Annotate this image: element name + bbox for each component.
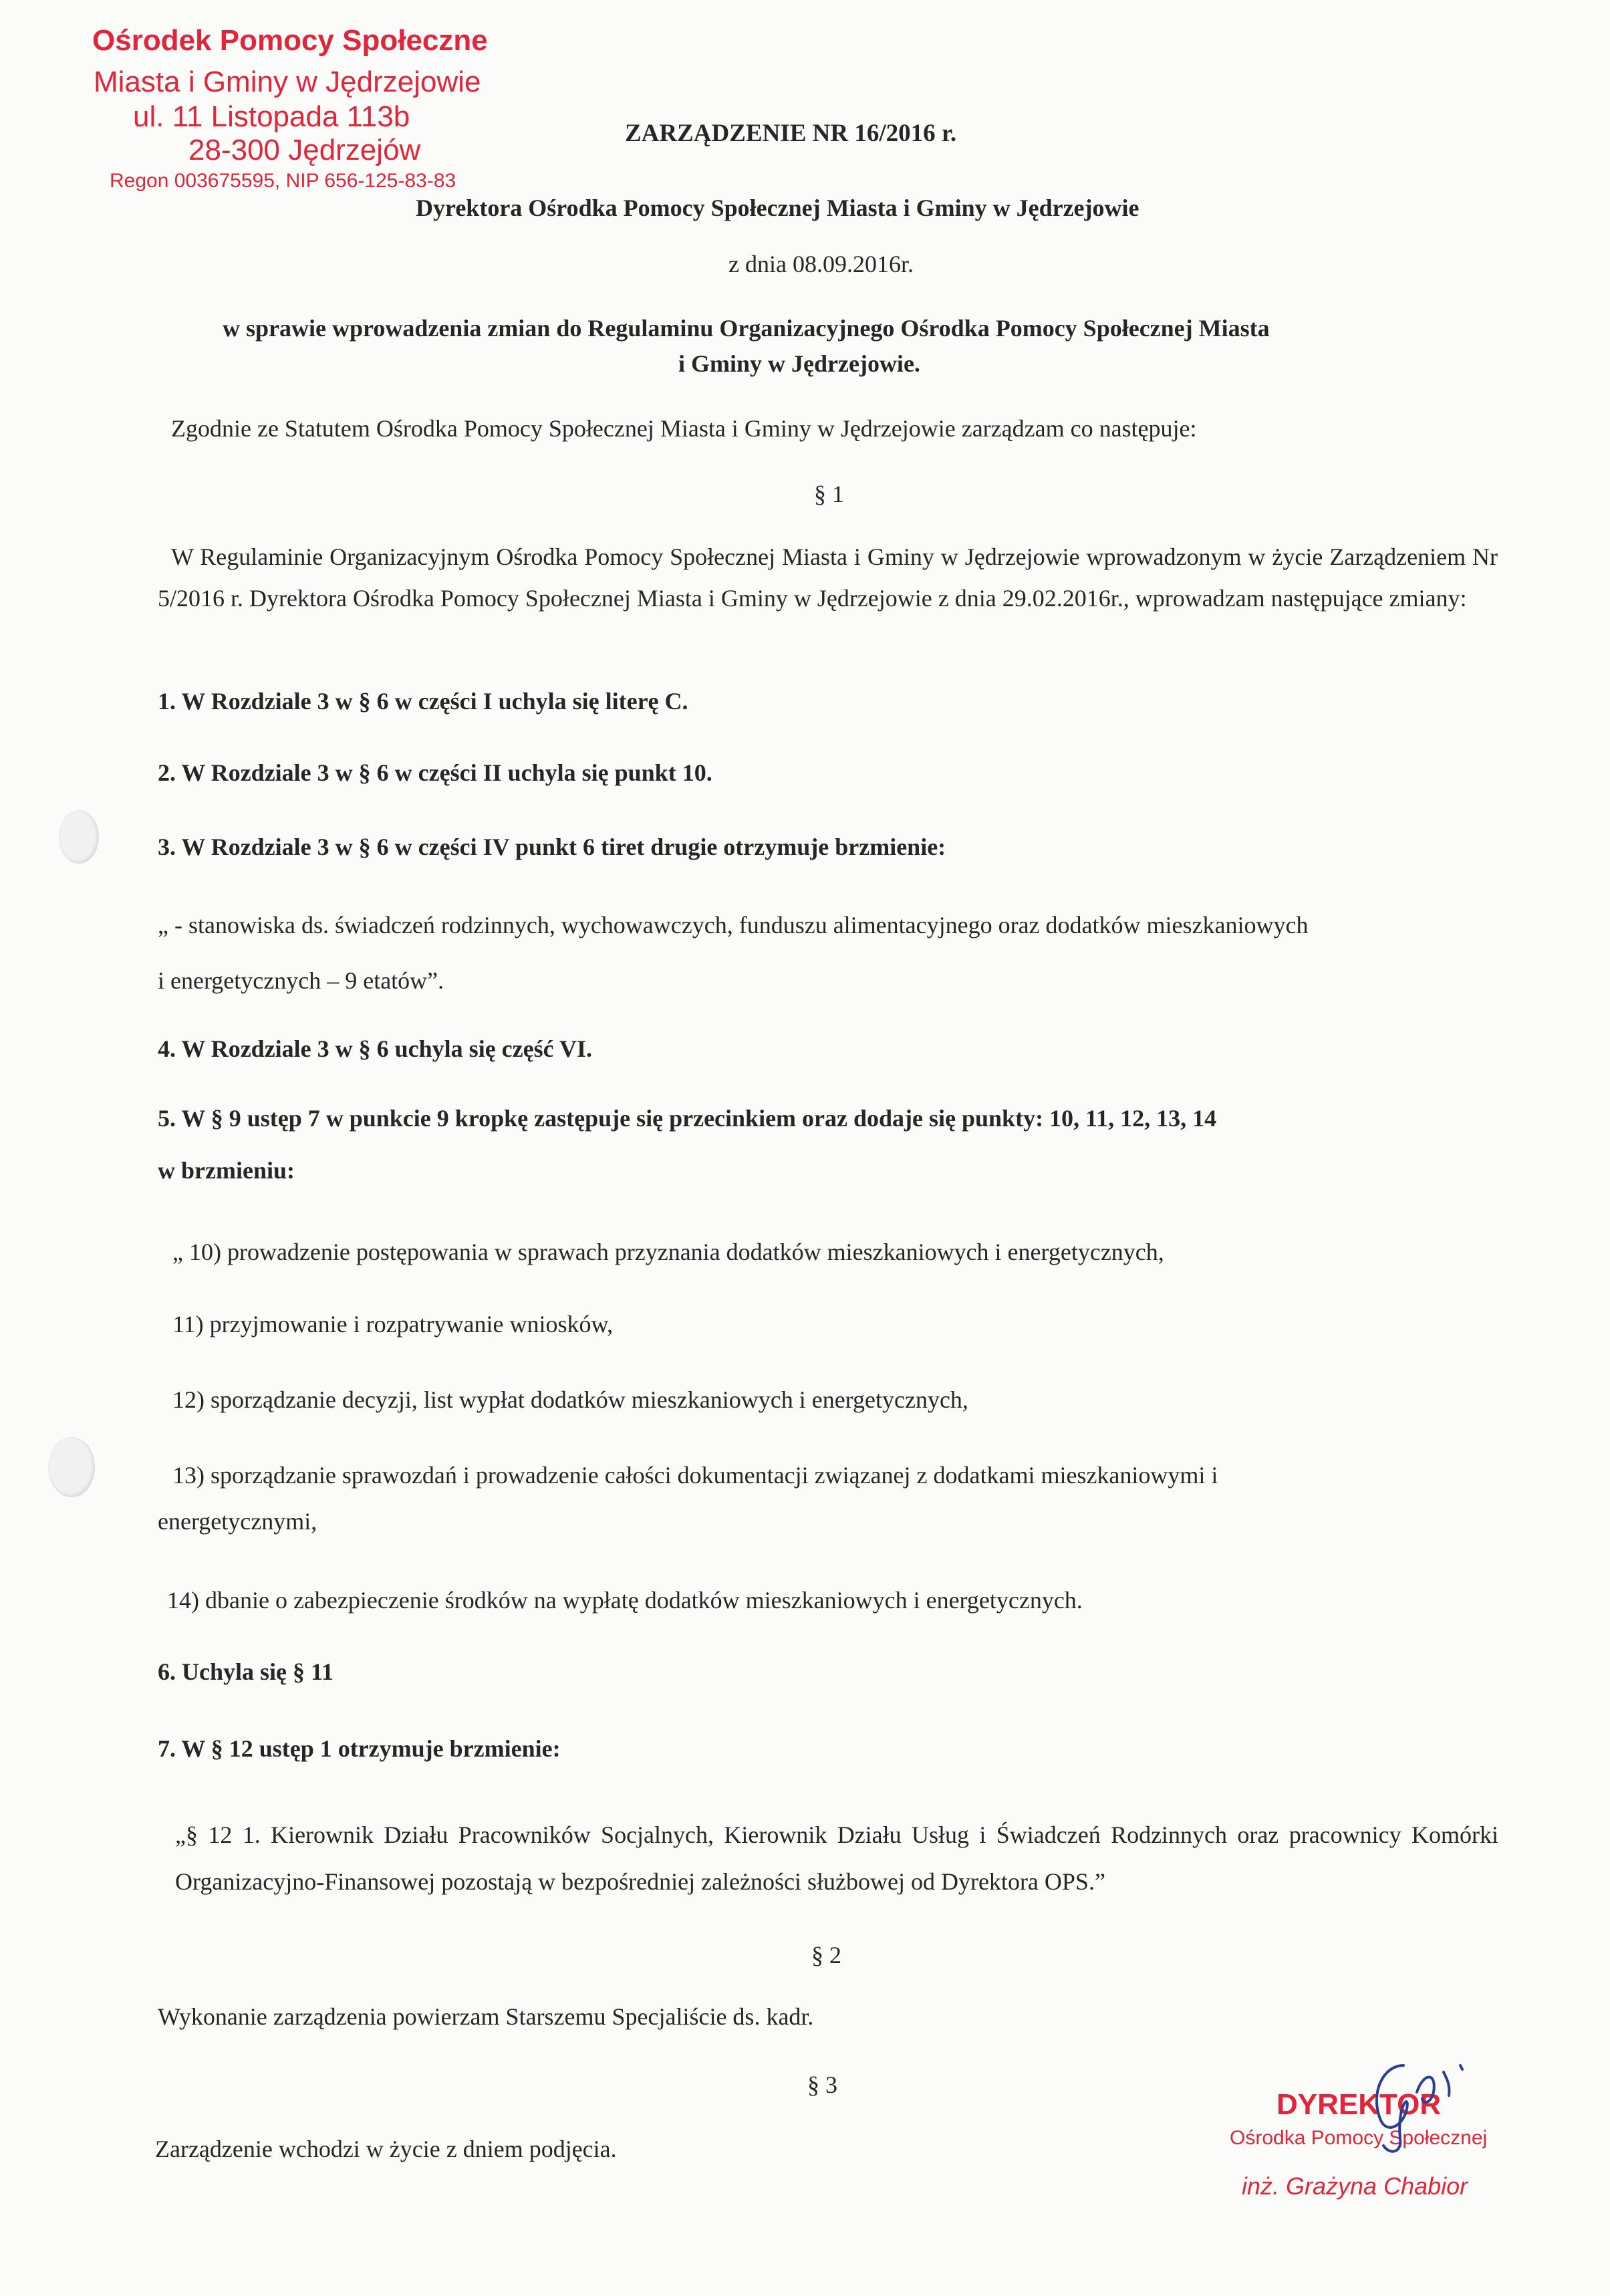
stamp-line-5: Regon 003675595, NIP 656-125-83-83 — [110, 170, 456, 192]
handwritten-signature — [1343, 2045, 1484, 2159]
punch-hole-top — [59, 810, 99, 864]
intro-paragraph: W Regulaminie Organizacyjnym Ośrodka Pomocy Społecznej Miasta i Gminy w Jędrzejowie wprowadzonym w życie Zarządzeniem Nr 5/2016 r. Dyrektora Ośrodka Pomocy Społecznej Miasta i Gminy w Jędrzejowie z dnia 29.02.2016r., wprowadzam następujące zmiany: — [158, 543, 1498, 612]
item-6: 6. Uchyla się § 11 — [158, 1658, 334, 1685]
point-12: 12) sporządzanie decyzji, list wypłat dodatków mieszkaniowych i energetycznych, — [172, 1386, 968, 1413]
item-5-line-1: 5. W § 9 ustęp 7 w punkcie 9 kropkę zastępuje się przecinkiem oraz dodaje się punkty: 10, 11, 12, 13, 14 — [158, 1105, 1217, 1132]
item-5-line-2: w brzmieniu: — [158, 1157, 295, 1184]
preamble: Zgodnie ze Statutem Ośrodka Pomocy Społecznej Miasta i Gminy w Jędrzejowie zarządzam co następuje: — [171, 415, 1197, 442]
point-13-line-2: energetycznymi, — [158, 1508, 317, 1535]
signature-stamp-org: Ośrodka Pomocy Społecznej — [1230, 2127, 1488, 2149]
item-7-quote: „§ 12 1. Kierownik Działu Pracowników Socjalnych, Kierownik Działu Usług i Świadczeń Rodzinnych oraz pracownicy Komórki Organizacyjno-Finansowej pozostają w bezpośredniej zależności służbowej od Dyrektora OPS.” — [175, 1821, 1498, 1895]
section-3-text: Zarządzenie wchodzi w życie z dniem podjęcia. — [155, 2136, 617, 2162]
point-13-line-1: 13) sporządzanie sprawozdań i prowadzenie całości dokumentacji związanej z dodatkami mieszkaniowymi i — [172, 1462, 1218, 1489]
item-4: 4. W Rozdziale 3 w § 6 uchyla się część VI. — [158, 1035, 592, 1062]
point-11: 11) przyjmowanie i rozpatrywanie wniosków, — [172, 1311, 614, 1337]
signature-stamp-title: DYREKTOR — [1277, 2088, 1442, 2121]
point-10: „ 10) prowadzenie postępowania w sprawach przyznania dodatków mieszkaniowych i energetycznych, — [172, 1239, 1164, 1265]
organization-stamp — [0, 0, 601, 201]
point-14: 14) dbanie o zabezpieczenie środków na wypłatę dodatków mieszkaniowych i energetycznych. — [167, 1587, 1083, 1614]
punch-hole-bottom — [48, 1437, 95, 1497]
stamp-line-2: Miasta i Gminy w Jędrzejowie — [94, 66, 481, 98]
signature-stamp-name: inż. Grażyna Chabior — [1242, 2172, 1468, 2200]
stamp-line-1: Ośrodek Pomocy Społeczne — [92, 24, 488, 57]
stamp-line-3: ul. 11 Listopada 113b — [133, 100, 410, 133]
item-3-quote-line-2: i energetycznych – 9 etatów”. — [158, 967, 444, 994]
document-title: ZARZĄDZENIE NR 16/2016 r. — [625, 120, 957, 147]
section-3-mark: § 3 — [807, 2071, 837, 2098]
item-7: 7. W § 12 ustęp 1 otrzymuje brzmienie: — [158, 1735, 561, 1762]
item-3-quote-line-1: „ - stanowiska ds. świadczeń rodzinnych, wychowawczych, funduszu alimentacyjnego oraz dodatków mieszkaniowych — [158, 912, 1309, 938]
item-3: 3. W Rozdziale 3 w § 6 w części IV punkt 6 tiret drugie otrzymuje brzmienie: — [158, 834, 946, 860]
document-issuer: Dyrektora Ośrodka Pomocy Społecznej Miasta i Gminy w Jędrzejowie — [416, 195, 1139, 221]
section-1-mark: § 1 — [814, 481, 844, 507]
item-2: 2. W Rozdziale 3 w § 6 w części II uchyla się punkt 10. — [158, 759, 712, 786]
stamp-line-4: 28-300 Jędrzejów — [188, 134, 421, 166]
item-1: 1. W Rozdziale 3 w § 6 w części I uchyla się literę C. — [158, 688, 688, 715]
section-2-mark: § 2 — [811, 1942, 841, 1968]
section-2-text: Wykonanie zarządzenia powierzam Starszemu Specjaliście ds. kadr. — [158, 2003, 814, 2030]
document-date: z dnia 08.09.2016r. — [728, 251, 914, 277]
subject-line-1: w sprawie wprowadzenia zmian do Regulaminu Organizacyjnego Ośrodka Pomocy Społecznej Miasta — [223, 315, 1270, 342]
subject-line-2: i Gminy w Jędrzejowie. — [678, 350, 920, 377]
